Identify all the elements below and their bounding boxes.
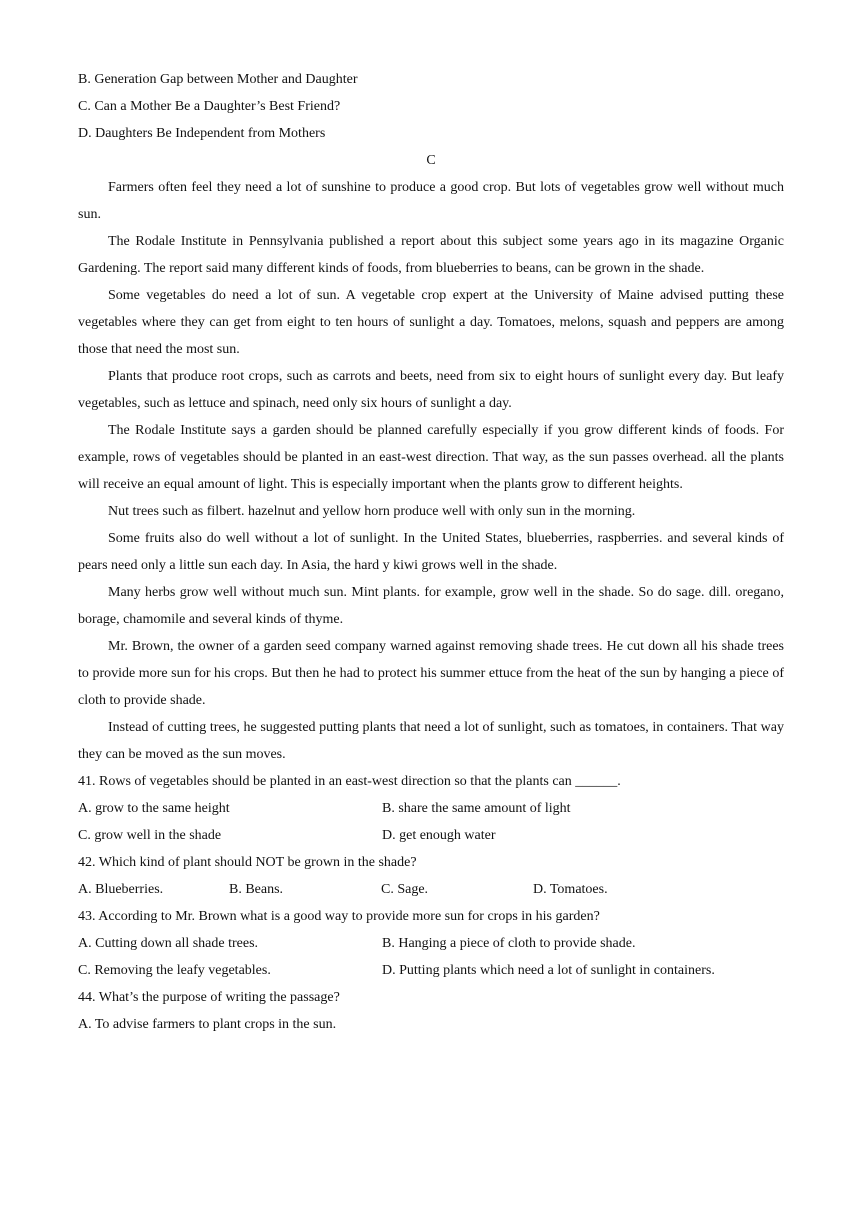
- question-43-options-row-2: [78, 957, 784, 984]
- passage-paragraph-8: Many herbs grow well without much sun. Mint plants. for example, grow well in the shade. So do sage. dill. oregano, borage, chamomile and several kinds of thyme.: [78, 585, 784, 627]
- passage-paragraph-7: Some fruits also do well without a lot of sunlight. In the United States, blueberries, raspberries. and several kinds of pears need only a little sun each day. In Asia, the hard y kiwi grows well in the shade.: [78, 531, 784, 573]
- question-43-options-row-1: [78, 930, 784, 957]
- passage-paragraph-2: The Rodale Institute in Pennsylvania published a report about this subject some years ago in its magazine Organic Gardening. The report said many different kinds of foods, from blueberries to beans, can be grown in the shade.: [78, 234, 784, 276]
- q42-option-b: B. Beans.: [229, 882, 284, 897]
- question-44-stem: 44. What’s the purpose of writing the passage?: [78, 990, 340, 1005]
- question-42-options-row: [78, 876, 784, 903]
- prev-option-b: B. Generation Gap between Mother and Daughter: [78, 72, 358, 87]
- q41-option-d: D. get enough water: [382, 828, 496, 843]
- q43-option-d: D. Putting plants which need a lot of sunlight in containers.: [382, 963, 715, 978]
- question-41-options-row-1: [78, 795, 784, 822]
- section-label: C: [426, 153, 436, 168]
- question-42-stem: 42. Which kind of plant should NOT be grown in the shade?: [78, 855, 417, 870]
- q42-option-c: C. Sage.: [381, 882, 429, 897]
- passage-paragraph-1: Farmers often feel they need a lot of sunshine to produce a good crop. But lots of vegetables grow well without much sun.: [78, 180, 784, 222]
- q43-option-c: C. Removing the leafy vegetables.: [78, 963, 271, 978]
- question-41-stem: 41. Rows of vegetables should be planted in an east-west direction so that the plants can ______.: [78, 774, 621, 789]
- passage-paragraph-5: The Rodale Institute says a garden should be planned carefully especially if you grow different kinds of foods. For example, rows of vegetables should be planted in an east-west direction. That way, as the sun passes overhead. all the plants will receive an equal amount of light. This is especially important when the plants grow to different heights.: [78, 423, 784, 492]
- passage-paragraph-9: Mr. Brown, the owner of a garden seed company warned against removing shade trees. He cut down all his shade trees to provide more sun for his crops. But then he had to protect his summer ettuce from the heat of the sun by hanging a piece of cloth to provide shade.: [78, 639, 784, 708]
- prev-option-c: C. Can a Mother Be a Daughter’s Best Friend?: [78, 99, 341, 114]
- question-43-stem: 43. According to Mr. Brown what is a good way to provide more sun for crops in his garden?: [78, 909, 600, 924]
- q41-option-c: C. grow well in the shade: [78, 828, 222, 843]
- q44-option-a: A. To advise farmers to plant crops in the sun.: [78, 1017, 337, 1032]
- question-41-options-row-2: [78, 822, 784, 849]
- passage-paragraph-3: Some vegetables do need a lot of sun. A vegetable crop expert at the University of Maine advised putting these vegetables where they can get from eight to ten hours of sunlight a day. Tomatoes, melons, squash and peppers are among those that need the most sun.: [78, 288, 784, 357]
- q42-option-d: D. Tomatoes.: [533, 882, 608, 897]
- prev-option-d: D. Daughters Be Independent from Mothers: [78, 126, 326, 141]
- q43-option-b: B. Hanging a piece of cloth to provide shade.: [382, 936, 636, 951]
- q43-option-a: A. Cutting down all shade trees.: [78, 936, 259, 951]
- q41-option-a: A. grow to the same height: [78, 801, 230, 816]
- passage-paragraph-4: Plants that produce root crops, such as carrots and beets, need from six to eight hours of sunlight every day. But leafy vegetables, such as lettuce and spinach, need only six hours of sunlight a day.: [78, 369, 784, 411]
- document-page: [78, 66, 784, 1038]
- q42-option-a: A. Blueberries.: [78, 882, 164, 897]
- q41-option-b: B. share the same amount of light: [382, 801, 571, 816]
- passage-paragraph-6: Nut trees such as filbert. hazelnut and yellow horn produce well with only sun in the morning.: [108, 504, 636, 519]
- passage-paragraph-10: Instead of cutting trees, he suggested putting plants that need a lot of sunlight, such as tomatoes, in containers. That way they can be moved as the sun moves.: [78, 720, 784, 762]
